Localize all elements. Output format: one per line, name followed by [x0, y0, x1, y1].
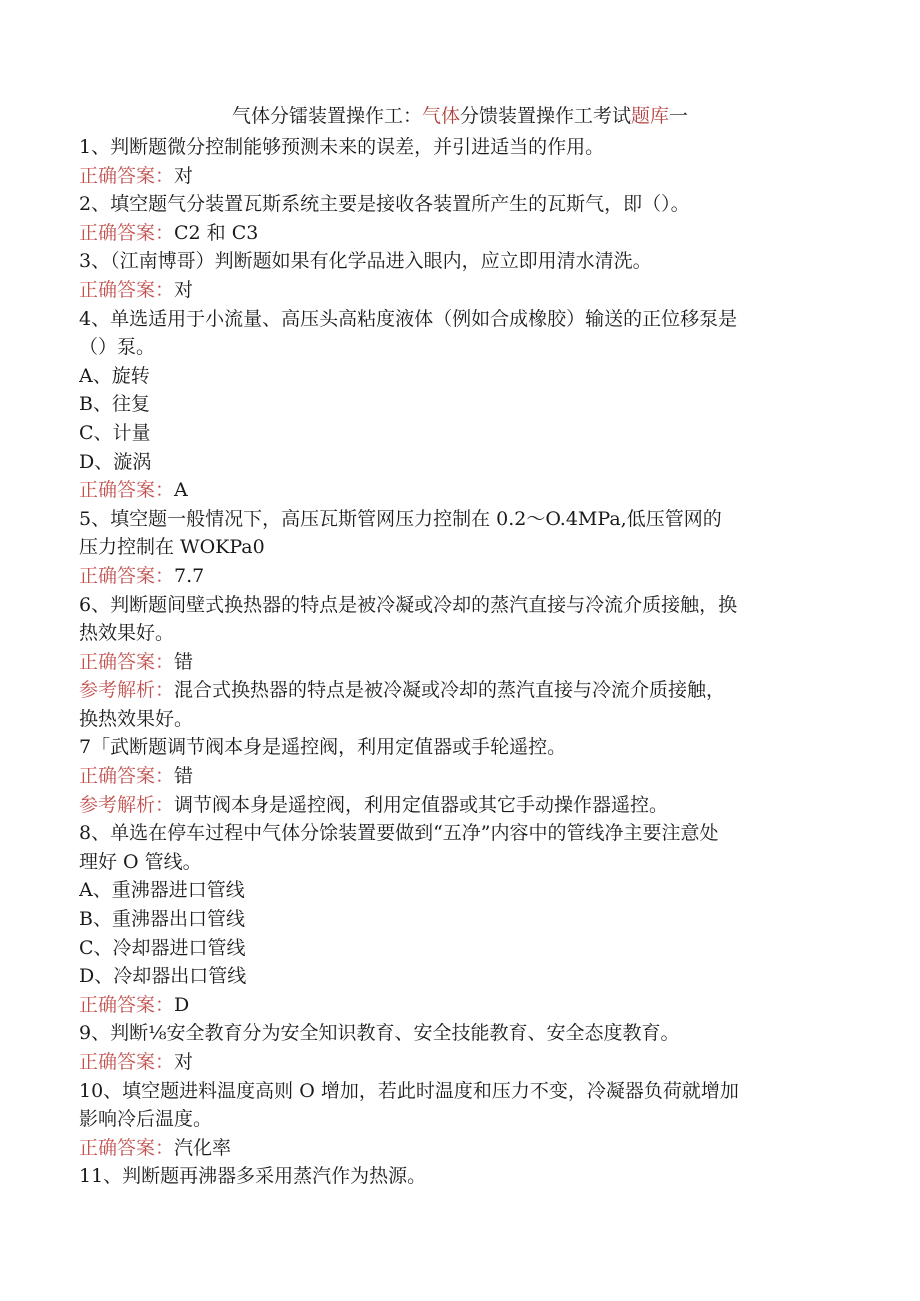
answer-value: C2 和 C3	[174, 221, 259, 244]
text-line: 8、单选在停车过程中气体分馀装置要做到“五净”内容中的管线净主要注意处	[79, 822, 719, 845]
answer-line	[79, 648, 831, 677]
text-line: A、重沸器进口管线	[79, 879, 245, 902]
text-line: 影响冷后温度。	[79, 1108, 213, 1131]
answer-label: 正确答案：	[79, 993, 175, 1016]
text-line: 9、判断⅛安全教育分为安全知识教育、安全技能教育、安全态度教育。	[79, 1022, 680, 1045]
document-title	[0, 102, 920, 130]
answer-value: 错	[174, 765, 194, 788]
answer-label: 正确答案：	[79, 765, 175, 788]
title-part-1: 气体分镭装置操作工：	[231, 105, 422, 127]
answer-line	[79, 562, 831, 591]
question-list	[79, 133, 831, 1191]
analysis-text: 混合式换热器的特点是被冷凝或冷却的蒸汽直接与冷流介质接触，	[174, 679, 726, 702]
answer-value: 错	[174, 650, 194, 673]
text-line: 压力控制在 WOKPa0	[79, 536, 265, 559]
answer-line	[79, 219, 831, 248]
answer-value: 7.7	[174, 564, 205, 587]
title-part-3: 分馈装置操作工考试	[459, 105, 631, 127]
text-line: C、冷却器进口管线	[79, 936, 246, 959]
text-line: （）泵。	[79, 336, 156, 359]
text-line: D、冷却器出口管线	[79, 965, 247, 988]
answer-label: 正确答案：	[79, 564, 175, 587]
answer-line	[79, 991, 831, 1020]
text-line: 11、判断题再沸器多采用蒸汽作为热源。	[79, 1165, 427, 1188]
analysis-line	[79, 791, 831, 820]
title-part-5: 一	[669, 105, 689, 127]
answer-label: 正确答案：	[79, 278, 175, 301]
answer-label: 正确答案：	[79, 1136, 175, 1159]
text-line: 5、填空题一般情况下，高压瓦斯管网压力控制在 0.2〜O.4MPa,低压管网的	[79, 507, 722, 530]
answer-label: 正确答案：	[79, 650, 175, 673]
text-line: B、往复	[79, 393, 150, 416]
answer-label: 正确答案：	[79, 1051, 175, 1073]
answer-line	[79, 476, 831, 505]
answer-line	[79, 162, 831, 191]
answer-line	[79, 762, 831, 791]
answer-value: A	[174, 479, 188, 502]
answer-label: 正确答案：	[79, 221, 175, 244]
text-line: 换热效果好。	[79, 707, 194, 730]
answer-label: 正确答案：	[79, 164, 175, 187]
text-line: 3、（江南博哥）判断题如果有化学品进入眼内，应立即用清水清洗。	[79, 250, 652, 273]
analysis-text: 调节阀本身是遥控阀，利用定值器或其它手动操作器遥控。	[174, 793, 669, 816]
text-line: D、漩涡	[79, 450, 152, 473]
title-part-2: 气体	[421, 105, 460, 127]
text-line: 热效果好。	[79, 622, 175, 645]
text-line: 理好 O 管线。	[79, 850, 202, 873]
text-line: 2、填空题气分装置瓦斯系统主要是接收各装置所产生的瓦斯气，即（）。	[79, 193, 690, 216]
text-line: B、重沸器出口管线	[79, 908, 245, 931]
answer-label: 正确答案：	[79, 479, 175, 502]
answer-line	[79, 1048, 831, 1077]
text-line: 6、判断题间壁式换热器的特点是被冷凝或冷却的蒸汽直接与冷流介质接触，换	[79, 593, 738, 616]
answer-line	[79, 1134, 831, 1163]
text-line: 7「武断题调节阀本身是遥控阀，利用定值器或手轮遥控。	[79, 736, 567, 759]
answer-value: 汽化率	[174, 1136, 232, 1159]
answer-value: 对	[174, 278, 194, 301]
answer-value: D	[174, 993, 190, 1016]
text-line: 1、判断题微分控制能够预测未来的误差，并引进适当的作用。	[79, 136, 605, 158]
text-line: 10、填空题进料温度高则 O 增加，若此时温度和压力不变，冷凝器负荷就增加	[79, 1079, 739, 1102]
text-line: A、旋转	[79, 364, 150, 387]
text-line: C、计量	[79, 421, 151, 444]
analysis-label: 参考解析：	[79, 679, 175, 702]
answer-line	[79, 276, 831, 305]
analysis-line	[79, 676, 831, 705]
title-part-4: 题库	[631, 105, 670, 127]
analysis-label: 参考解析：	[79, 793, 175, 816]
answer-value: 对	[174, 164, 194, 187]
answer-value: 对	[174, 1051, 194, 1073]
text-line: 4、单选适用于小流量、高压头高粘度液体（例如合成橡胶）输送的正位移泵是	[79, 307, 738, 330]
